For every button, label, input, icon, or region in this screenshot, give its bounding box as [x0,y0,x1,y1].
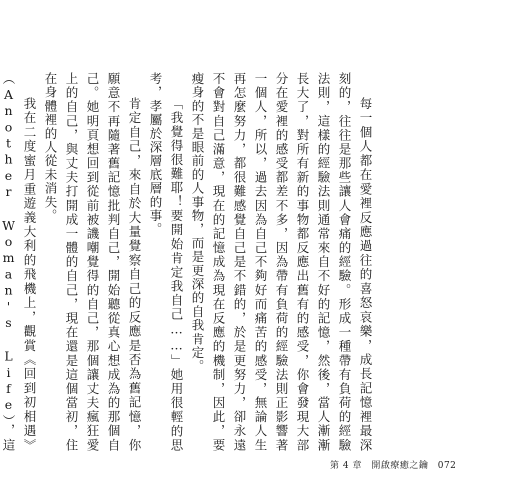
paragraph-1: 每一個人都在愛裡反應過往的喜怒哀樂，成長記憶裡最深刻的，往往是那些讓人會痛的經驗。形成一種帶有負荷的經驗法則，這樣的經驗法則通常來自不好的記憶，然後，當人漸漸長大了，對所有新的事物都反應出舊有的感受，你會發現大部分在愛裡的感受都差不多，因為帶有負荷的經驗法則正影響著一個人，所以，過去因為自己不夠好而痛苦的感受，無論人生再怎麼努力，都很難感覺自己是不錯的，於是更努力，卻永遠不會對自己滿意，現在的記憶成為現在反應的機制，因此，要瘦身的不是眼前的人事物，而是更深的自我肯定。 [190,72,373,452]
paragraph-4: 我在二度蜜月重遊義大利的飛機上，觀賞《回到初相遇》（Another Woman's Life），這 [1,72,37,452]
body-text [0,72,376,452]
chapter-title: 開啟療癒之鑰 [371,461,429,471]
page-footer [330,458,456,471]
page-number: 072 [437,461,457,471]
chapter-label: 第 4 章 [330,461,362,471]
paragraph-2-quote: 「我覺得很難耶！要開始肯定我自己……」她用很輕的思考，孝屬於深層底層的事。 [148,72,184,452]
paragraph-3: 肯定自己，來自於大量覺察自己的反應是否為舊記憶，你願意不再隨著舊記憶批判自己，開始聽從真心想成為的那個自己。她明頁想回到從前被譏嘲覺得的自己，那個讓丈夫瘋狂愛上的自己，與丈夫打開成一體的自己，現在還是這個當初，住在身體裡的人從未消失。 [43,72,142,452]
